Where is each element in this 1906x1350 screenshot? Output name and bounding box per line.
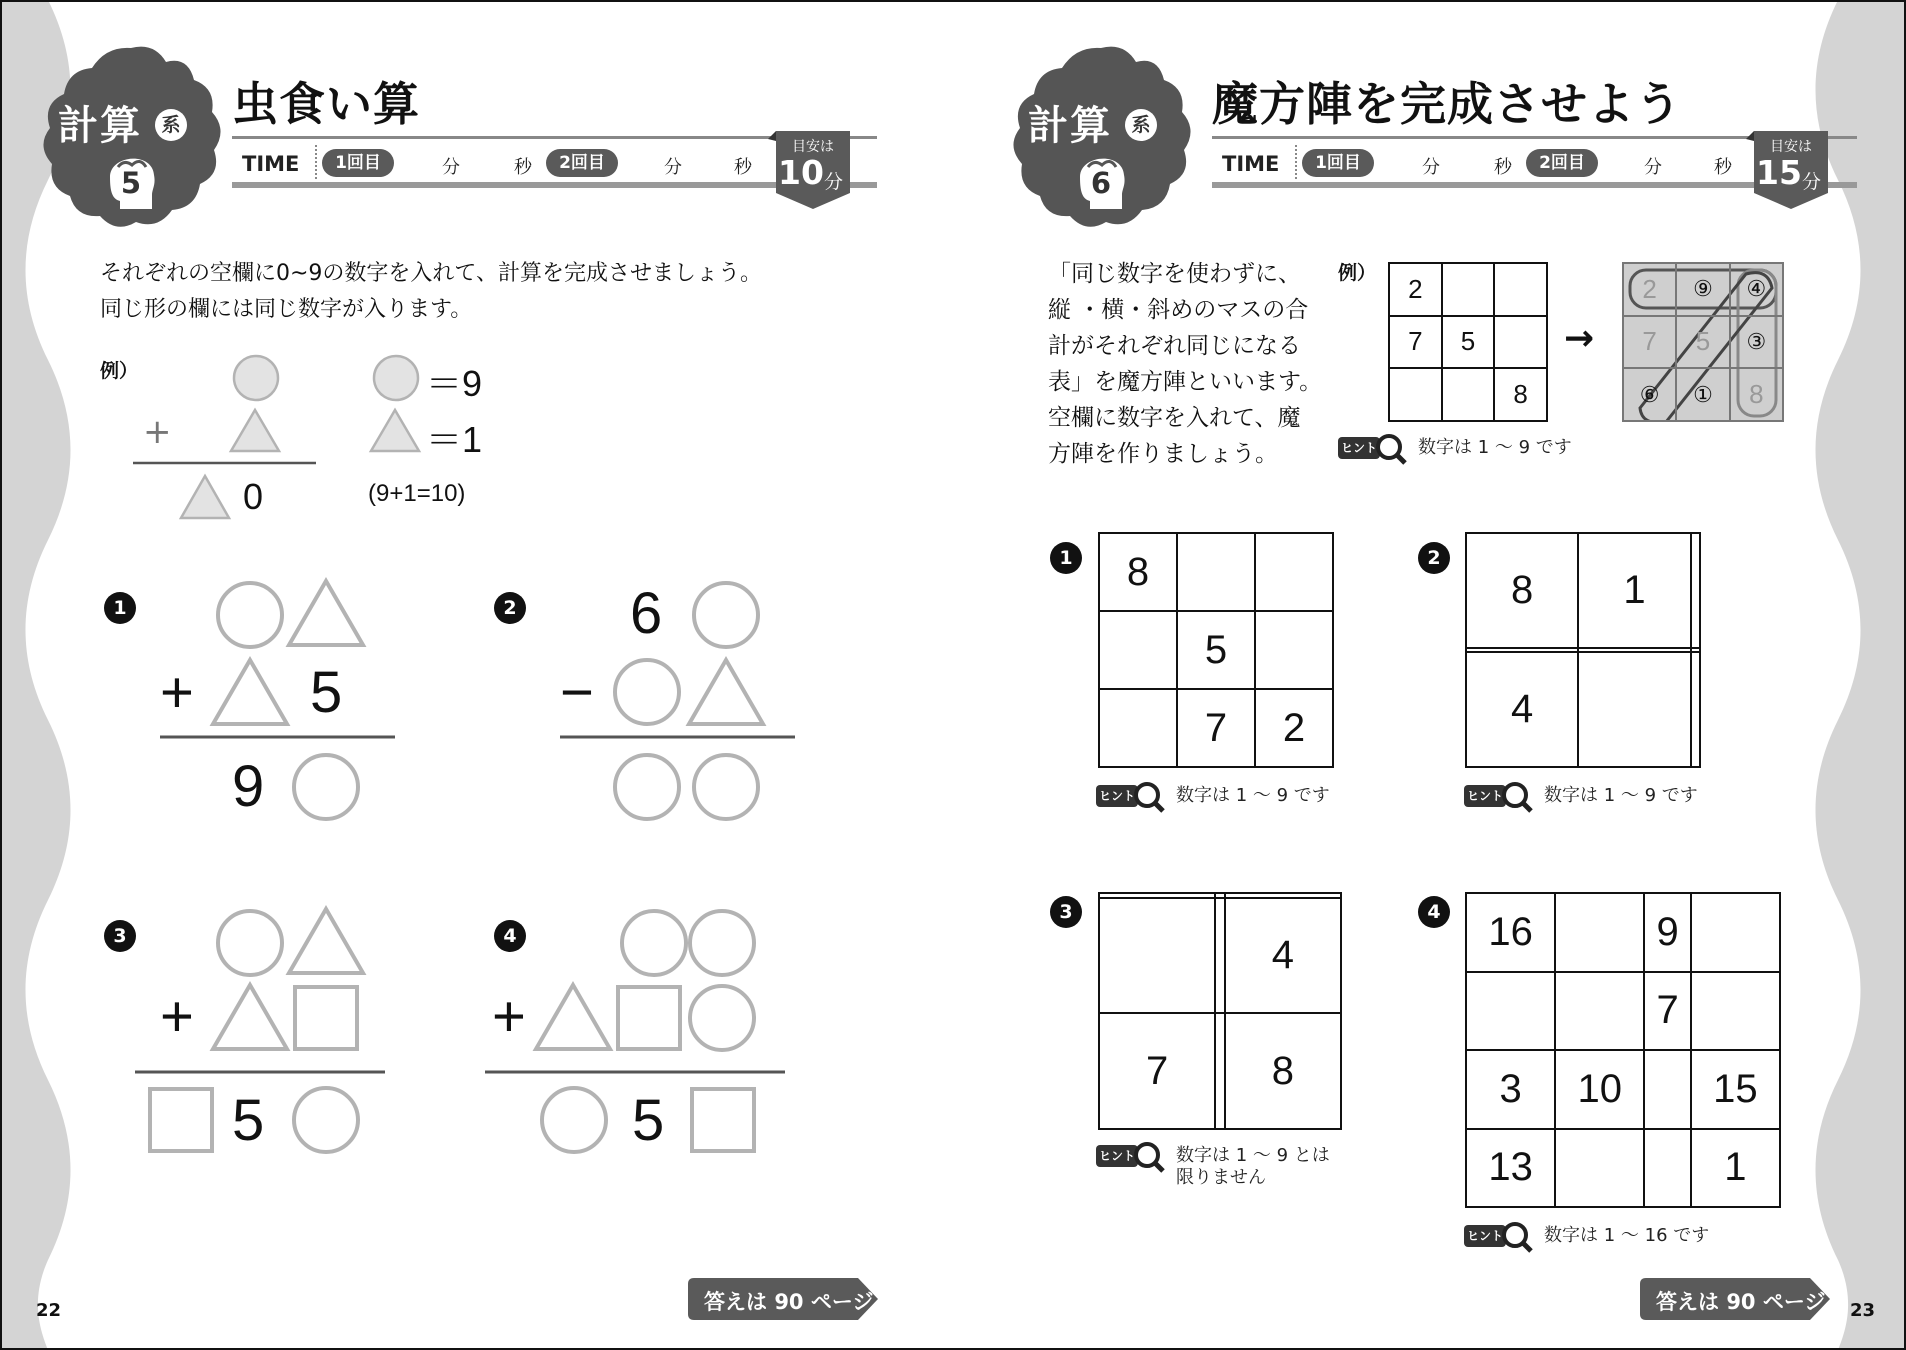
grid-cell[interactable]: 9 xyxy=(1644,893,1691,972)
grid-cell[interactable]: 7 xyxy=(1644,972,1691,1051)
grid-cell[interactable] xyxy=(1555,972,1644,1051)
grid-cell[interactable]: 8 xyxy=(1099,533,1177,611)
time-label: TIME xyxy=(242,152,300,176)
example-circle-eq: ＝9 xyxy=(426,363,483,404)
grid-cell[interactable]: 3 xyxy=(1466,1050,1555,1129)
hint-tag: ヒント xyxy=(1096,785,1138,807)
example-plus: + xyxy=(143,412,172,452)
puzzle-number-3: 3 xyxy=(1050,896,1082,928)
instruction-line: 表」を魔方陣といいます。 xyxy=(1048,369,1323,395)
hint-text: 数字は 1 ～ 9 です xyxy=(1176,785,1330,806)
grid-cell xyxy=(1389,368,1442,421)
grid-cell[interactable] xyxy=(1691,533,1700,648)
hint-text xyxy=(1176,1145,1330,1189)
grid-cell[interactable] xyxy=(1644,1050,1691,1129)
magnifier-icon xyxy=(1132,1140,1166,1174)
hint-tag: ヒント xyxy=(1096,1145,1138,1167)
problem-2-operator: − xyxy=(560,660,594,725)
example-sum-digit: 0 xyxy=(243,476,264,517)
grid-cell: 8 xyxy=(1494,368,1547,421)
grid-cell: 2 xyxy=(1389,263,1442,316)
problem-1-digit: 5 xyxy=(310,660,343,725)
magnifier-icon xyxy=(1500,780,1534,814)
badge-category: 計算 xyxy=(58,103,142,149)
grid-cell[interactable] xyxy=(1644,1129,1691,1208)
puzzle-number-2: 2 xyxy=(1418,542,1450,574)
grid-cell[interactable]: 4 xyxy=(1225,898,1341,1014)
problem-2-shapes[interactable] xyxy=(555,575,815,835)
instructions xyxy=(1048,256,1322,472)
magnifier-icon xyxy=(1374,432,1408,466)
target-value: 10 xyxy=(778,153,824,192)
puzzle-number-1: 1 xyxy=(1050,542,1082,574)
grid-cell: 7 xyxy=(1623,316,1676,369)
badge-kei: 系 xyxy=(155,109,187,141)
grid-cell[interactable]: 15 xyxy=(1691,1050,1780,1129)
round1-pill: 1回目 xyxy=(1302,149,1374,177)
grid-cell: ③ xyxy=(1730,316,1783,369)
round2-pill: 2回目 xyxy=(1526,149,1598,177)
round2-min-label: 分 xyxy=(664,157,682,178)
grid-cell: 8 xyxy=(1730,368,1783,421)
grid-cell: ⑨ xyxy=(1676,263,1729,316)
grid-cell[interactable] xyxy=(1691,893,1780,972)
magnifier-icon xyxy=(1500,1220,1534,1254)
round1-pill: 1回目 xyxy=(322,149,394,177)
grid-cell xyxy=(1494,263,1547,316)
answer-page: 90 xyxy=(1726,1290,1756,1314)
problem-number-2: 2 xyxy=(494,592,526,624)
round2-sec-label: 秒 xyxy=(1714,157,1732,178)
puzzle-1-grid[interactable] xyxy=(1098,532,1334,768)
badge-kei: 系 xyxy=(1125,109,1157,141)
grid-cell[interactable] xyxy=(1691,652,1700,767)
grid-cell[interactable]: 1 xyxy=(1578,533,1690,648)
hint-text-line: 限りません xyxy=(1176,1167,1266,1188)
hint-text: 数字は 1 ～ 16 です xyxy=(1544,1225,1710,1246)
time-label: TIME xyxy=(1222,152,1280,176)
puzzle-3-grid[interactable] xyxy=(1098,892,1342,1130)
answer-text xyxy=(704,1286,873,1316)
problem-number-3: 3 xyxy=(104,920,136,952)
answer-suffix: ページ xyxy=(810,1290,874,1314)
grid-cell: ① xyxy=(1676,368,1729,421)
hint-text: 数字は 1 ～ 9 です xyxy=(1418,437,1572,458)
target-time-tag xyxy=(768,127,858,217)
round1-min-label: 分 xyxy=(442,157,460,178)
hint-tag: ヒント xyxy=(1338,437,1380,459)
grid-cell[interactable]: 13 xyxy=(1466,1129,1555,1208)
grid-cell: 2 xyxy=(1623,263,1676,316)
arrow-icon: → xyxy=(1564,318,1595,359)
grid-cell: 5 xyxy=(1442,316,1495,369)
page-number: 22 xyxy=(36,1300,62,1321)
grid-cell[interactable] xyxy=(1691,972,1780,1051)
round2-min-label: 分 xyxy=(1644,157,1662,178)
hint-tag: ヒント xyxy=(1464,1225,1506,1247)
target-value: 15 xyxy=(1756,153,1802,192)
instruction-line: 縦 ・横・斜めのマスの合 xyxy=(1048,297,1309,323)
puzzle-4-grid[interactable] xyxy=(1465,892,1781,1208)
grid-cell xyxy=(1442,368,1495,421)
grid-cell: 7 xyxy=(1389,316,1442,369)
grid-cell[interactable] xyxy=(1215,898,1225,1014)
answer-page-tag[interactable] xyxy=(1640,1278,1830,1320)
example-triangle-eq: ＝1 xyxy=(426,419,483,460)
grid-cell[interactable] xyxy=(1099,689,1177,767)
answer-prefix: 答えは xyxy=(704,1290,767,1314)
instruction-line: 「同じ数字を使わずに、 xyxy=(1048,261,1301,287)
grid-cell[interactable]: 10 xyxy=(1555,1050,1644,1129)
grid-cell[interactable] xyxy=(1215,1013,1225,1129)
grid-cell xyxy=(1442,263,1495,316)
example-solved-grid xyxy=(1622,262,1784,422)
hint-text-line: 数字は 1 ～ 9 とは xyxy=(1176,1145,1330,1166)
magnifier-icon xyxy=(1132,780,1166,814)
round2-sec-label: 秒 xyxy=(734,157,752,178)
category-badge xyxy=(1006,42,1196,232)
category-badge xyxy=(36,42,226,232)
problem-4-operator: + xyxy=(492,984,526,1049)
answer-suffix: ページ xyxy=(1762,1290,1826,1314)
grid-cell[interactable] xyxy=(1578,652,1690,767)
example-label: 例） xyxy=(100,360,139,382)
time-separator xyxy=(315,145,317,179)
grid-cell[interactable] xyxy=(1466,972,1555,1051)
page-number: 23 xyxy=(1850,1300,1876,1321)
instructions xyxy=(100,256,762,328)
target-time-tag xyxy=(1746,127,1836,217)
answer-page: 90 xyxy=(774,1290,804,1314)
target-label: 目安は xyxy=(1770,139,1812,155)
problem-1-sum-digit: 9 xyxy=(232,754,265,819)
problem-3-sum-digit: 5 xyxy=(232,1088,265,1153)
hint-tag: ヒント xyxy=(1464,785,1506,807)
example-grid xyxy=(1388,262,1548,422)
problem-number-4: 4 xyxy=(494,920,526,952)
problem-4-sum-digit: 5 xyxy=(632,1088,665,1153)
grid-cell[interactable] xyxy=(1255,611,1333,689)
time-separator xyxy=(1295,145,1297,179)
grid-cell[interactable]: 7 xyxy=(1099,1013,1215,1129)
round2-pill: 2回目 xyxy=(546,149,618,177)
problem-3-operator: + xyxy=(160,984,194,1049)
grid-cell: ⑥ xyxy=(1623,368,1676,421)
instruction-line: 空欄に数字を入れて、魔 xyxy=(1048,405,1301,431)
grid-cell[interactable]: 4 xyxy=(1466,652,1578,767)
target-unit: 分 xyxy=(1802,171,1822,193)
grid-cell xyxy=(1494,316,1547,369)
problem-2-top-digit: 6 xyxy=(630,581,663,646)
grid-cell[interactable] xyxy=(1177,533,1255,611)
instruction-line: 計がそれぞれ同じになる xyxy=(1048,333,1301,359)
target-unit: 分 xyxy=(824,171,844,193)
target-label: 目安は xyxy=(792,139,834,155)
grid-cell: 5 xyxy=(1676,316,1729,369)
grid-cell[interactable] xyxy=(1555,1129,1644,1208)
grid-cell[interactable] xyxy=(1555,893,1644,972)
round1-min-label: 分 xyxy=(1422,157,1440,178)
badge-number: 6 xyxy=(1090,166,1112,200)
round1-sec-label: 秒 xyxy=(1494,157,1512,178)
grid-cell[interactable] xyxy=(1255,533,1333,611)
answer-text xyxy=(1656,1286,1825,1316)
page-title: 虫食い算 xyxy=(232,77,420,131)
round1-sec-label: 秒 xyxy=(514,157,532,178)
hint-text: 数字は 1 ～ 9 です xyxy=(1544,785,1698,806)
example-label: 例） xyxy=(1338,262,1377,284)
grid-cell[interactable] xyxy=(1099,611,1177,689)
grid-cell: ④ xyxy=(1730,263,1783,316)
puzzle-number-4: 4 xyxy=(1418,896,1450,928)
grid-cell[interactable]: 8 xyxy=(1225,1013,1341,1129)
badge-number: 5 xyxy=(120,166,142,200)
grid-cell[interactable]: 8 xyxy=(1466,533,1578,648)
grid-cell[interactable]: 2 xyxy=(1255,689,1333,767)
grid-cell[interactable]: 7 xyxy=(1177,689,1255,767)
page-title: 魔方陣を完成させよう xyxy=(1212,77,1682,131)
grid-cell[interactable]: 16 xyxy=(1466,893,1555,972)
grid-cell[interactable] xyxy=(1099,898,1215,1014)
instruction-line: それぞれの空欄に0~9の数字を入れて、計算を完成させましょう。 xyxy=(100,261,762,286)
example-note: (9+1=10) xyxy=(368,480,466,507)
badge-category: 計算 xyxy=(1028,103,1112,149)
answer-page-tag[interactable] xyxy=(688,1278,878,1320)
instruction-line: 方陣を作りましょう。 xyxy=(1048,441,1278,467)
grid-cell[interactable]: 5 xyxy=(1177,611,1255,689)
answer-prefix: 答えは xyxy=(1656,1290,1719,1314)
puzzle-2-grid[interactable] xyxy=(1465,532,1701,768)
grid-cell[interactable]: 1 xyxy=(1691,1129,1780,1208)
problem-1-operator: + xyxy=(160,660,194,725)
problem-number-1: 1 xyxy=(104,592,136,624)
instruction-line: 同じ形の欄には同じ数字が入ります。 xyxy=(100,297,473,322)
